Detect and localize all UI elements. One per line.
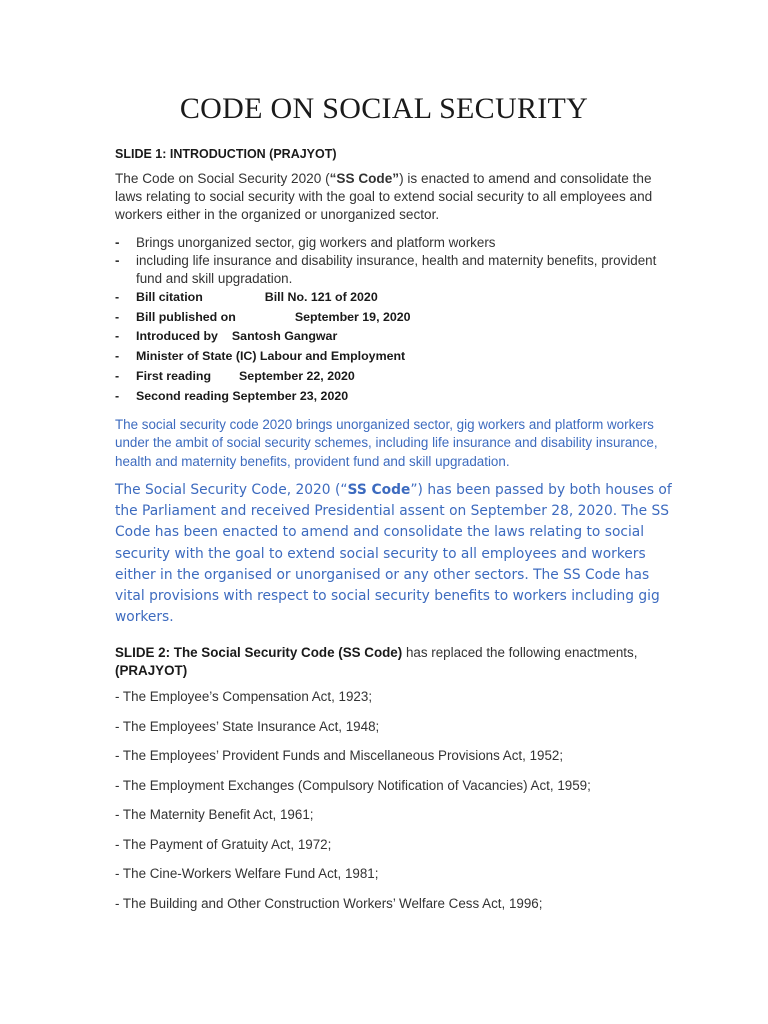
bullet-marker: - bbox=[115, 235, 120, 250]
bullet-marker: - bbox=[115, 290, 120, 304]
passed-text-bold: SS Code bbox=[347, 482, 411, 498]
list-item: - The Employment Exchanges (Compulsory Notification of Vacancies) Act, 1959; bbox=[115, 777, 591, 793]
passed-text-pre: The Social Security Code, 2020 (“ bbox=[115, 482, 348, 498]
slide1-bullet-list bbox=[115, 234, 685, 406]
bullet-text: Brings unorganized sector, gig workers and platform workers bbox=[136, 235, 496, 250]
list-item: - The Maternity Benefit Act, 1961; bbox=[115, 807, 314, 822]
slide2-heading-bold: SLIDE 2: The Social Security Code (SS Code) bbox=[115, 645, 403, 660]
list-item: - The Payment of Gratuity Act, 1972; bbox=[115, 836, 332, 852]
fact-value: September 22, 2020 bbox=[239, 368, 355, 383]
bullet-marker: - bbox=[115, 329, 120, 344]
bullet-marker: - bbox=[115, 253, 120, 268]
page-title: CODE ON SOCIAL SECURITY bbox=[179, 92, 589, 125]
list-item: - The Cine-Workers Welfare Fund Act, 1981; bbox=[115, 866, 379, 881]
fact-label: Bill published on bbox=[136, 309, 236, 324]
fact-value: Santosh Gangwar bbox=[231, 329, 338, 344]
intro-text-post: ) is enacted to amend and consolidate the laws relating to social security with the goal to extend social security to all employees and workers either in the organized or unorganized sector. bbox=[115, 171, 653, 222]
passed-paragraph bbox=[115, 480, 675, 628]
intro-text-bold: “SS Code” bbox=[329, 171, 400, 186]
intro-paragraph bbox=[115, 170, 675, 224]
fact-value: September 19, 2020 bbox=[294, 309, 411, 324]
fact-item bbox=[115, 288, 685, 308]
bullet-marker: - bbox=[115, 309, 120, 324]
bullet-marker: - bbox=[115, 349, 120, 364]
enactments-list bbox=[115, 688, 591, 924]
list-item: - The Building and Other Construction Workers’ Welfare Cess Act, 1996; bbox=[115, 895, 543, 911]
fact-value: September 23, 2020 bbox=[232, 388, 349, 403]
list-item: - The Employees’ Provident Funds and Miscellaneous Provisions Act, 1952; bbox=[115, 748, 564, 763]
slide2-heading bbox=[115, 644, 675, 680]
slide1-heading: SLIDE 1: INTRODUCTION (PRAJYOT) bbox=[115, 147, 337, 161]
fact-label: Minister of State (IC) Labour and Employment bbox=[136, 349, 406, 364]
list-item bbox=[115, 252, 685, 288]
bullet-text: including life insurance and disability insurance, health and maternity benefits, provident fund and skill upgradation. bbox=[136, 253, 657, 286]
passed-text-post: ”) has been passed by both houses of the Parliament and received Presidential assent on September 28, 2020. The SS Code has been enacted to amend and consolidate the laws relating to social security with the goal to extend social security to all employees and workers either in the organised or unorganised or any other sectors. The SS Code has vital provisions with respect to social security benefits to workers including gig workers. bbox=[115, 482, 672, 626]
intro-text-pre: The Code on Social Security 2020 ( bbox=[115, 171, 330, 186]
fact-value: Bill No. 121 of 2020 bbox=[264, 290, 378, 304]
bullet-marker: - bbox=[115, 368, 120, 383]
fact-label: Bill citation bbox=[136, 290, 203, 304]
list-item bbox=[115, 234, 685, 252]
fact-item bbox=[115, 308, 685, 328]
fact-item bbox=[115, 347, 685, 367]
bullet-marker: - bbox=[115, 388, 120, 403]
fact-label: Introduced by bbox=[136, 329, 218, 344]
fact-item bbox=[115, 327, 685, 347]
list-item: - The Employee’s Compensation Act, 1923; bbox=[115, 689, 373, 704]
list-item: - The Employees’ State Insurance Act, 1948; bbox=[115, 718, 380, 734]
summary-paragraph: The social security code 2020 brings unorganized sector, gig workers and platform workers under the ambit of social security schemes, including life insurance and disability insurance, health and maternity benefits, provident fund and skill upgradation. bbox=[115, 417, 658, 469]
slide2-author: (PRAJYOT) bbox=[115, 663, 188, 678]
fact-item bbox=[115, 367, 685, 387]
fact-item bbox=[115, 387, 685, 407]
fact-label: Second reading bbox=[136, 388, 229, 403]
slide2-heading-rest: has replaced the following enactments, bbox=[402, 645, 638, 660]
fact-label: First reading bbox=[136, 368, 212, 383]
